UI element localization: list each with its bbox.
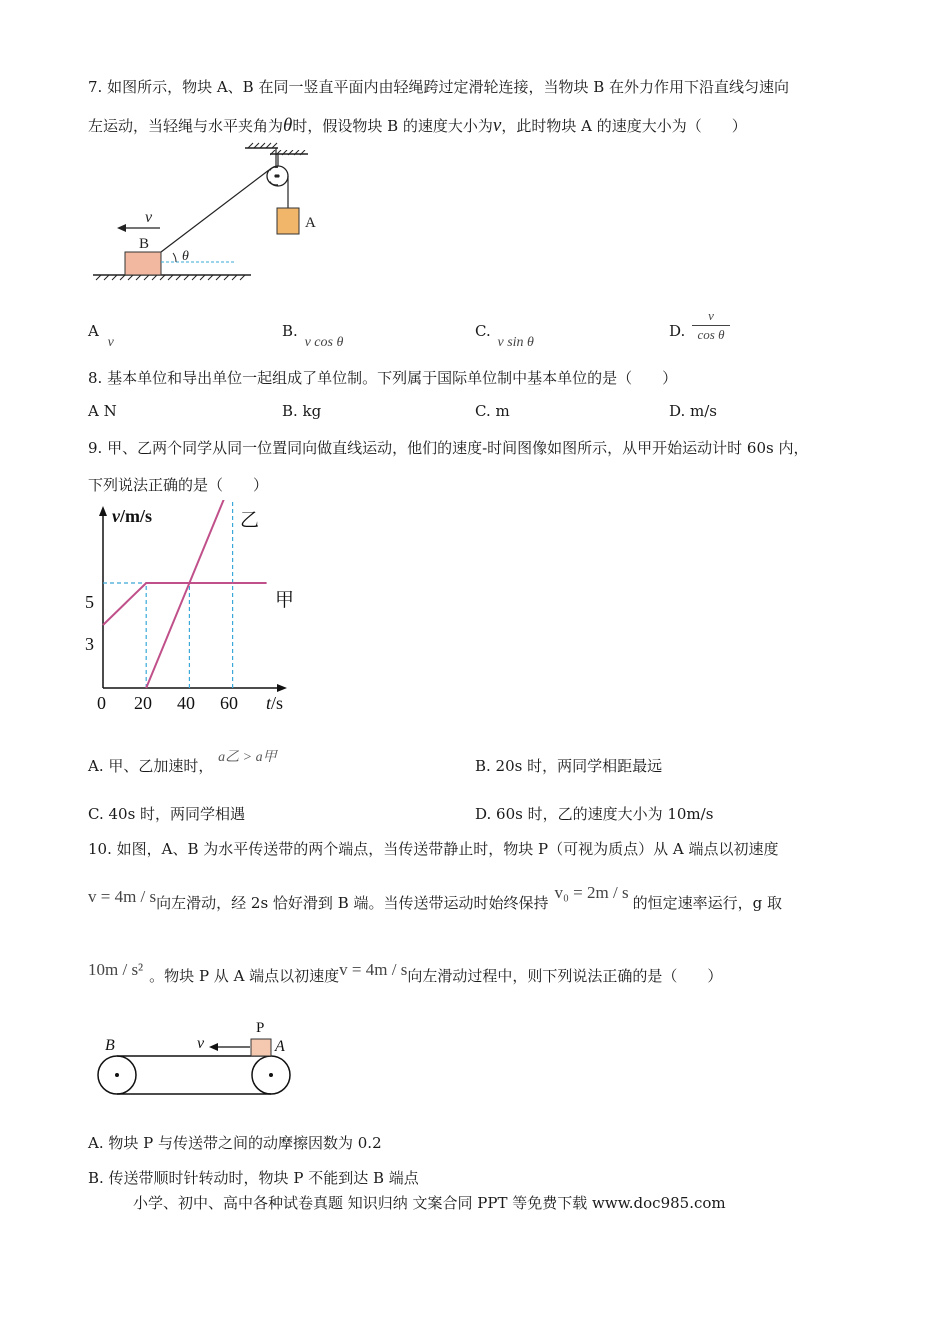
q10-stem-line3-b: 向左滑动过程中，则下列说法正确的是（ ） <box>407 967 723 985</box>
q10-stem-line2 <box>88 883 782 913</box>
q10-stem-line1: 10. 如图，A、B 为水平传送带的两个端点，当传送带静止时，物块 P（可视为质点）从 A 端点以初速度 <box>88 840 779 858</box>
q8-option-b[interactable]: B. kg <box>282 402 322 420</box>
q9-stem-line1: 9. 甲、乙两个同学从同一位置同向做直线运动，他们的速度-时间图像如图所示，从甲开始运动计时 60s 内， <box>88 439 809 457</box>
q9-stem-line2: 下列说法正确的是（ ） <box>88 476 269 494</box>
q9-option-a-expr: a乙 > a甲 <box>218 750 277 765</box>
q7-stem-text-c: ，此时物块 A 的速度大小为（ ） <box>501 117 747 135</box>
q9-series-line-0 <box>103 583 233 625</box>
q10-option-b[interactable]: B. 传送带顺时针转动时，物块 P 不能到达 B 端点 <box>88 1169 419 1187</box>
q7-option-d[interactable] <box>669 322 685 340</box>
q7-pulley-figure-right <box>270 150 330 240</box>
q9-xtick-40: 40 <box>177 693 195 713</box>
q7-stem-line2 <box>88 115 747 137</box>
q9-option-d[interactable]: D. 60s 时，乙的速度大小为 10m/s <box>475 805 714 823</box>
q7-option-a-letter: A <box>88 322 99 340</box>
q7-stem-line1: 7. 如图所示，物块 A、B 在同一竖直平面内由轻绳跨过定滑轮连接，当物块 B 在外力作用下沿直线匀速向 <box>88 78 790 96</box>
q9-option-b[interactable]: B. 20s 时，两同学相距最远 <box>475 757 663 775</box>
q8-option-c[interactable]: C. m <box>475 402 510 420</box>
q10-conveyor-figure <box>90 1015 300 1100</box>
q10-stem-line3-a: 。物块 P 从 A 端点以初速度 <box>149 967 340 985</box>
q7-option-d-fraction <box>692 308 730 343</box>
q7-stem-text-a: 左运动，当轻绳与水平夹角为 <box>88 117 284 135</box>
q7-label-v: v <box>145 209 153 226</box>
q10-block-p <box>251 1039 271 1056</box>
q9-xtick-20: 20 <box>134 693 152 713</box>
q7-theta-symbol: θ <box>283 115 293 136</box>
q10-expr-v-initial: v = 4m / s <box>88 887 157 906</box>
q7-block-a <box>277 208 299 234</box>
q9-series-label-jia: 甲 <box>275 590 295 611</box>
q9-ytick-3: 3 <box>85 634 94 654</box>
page-footer: 小学、初中、高中各种试卷真题 知识归纳 文案合同 PPT 等免费下载 www.doc985.com <box>133 1194 726 1212</box>
q7-option-d-letter: D. <box>669 322 686 340</box>
q7-option-c-letter: C. <box>475 322 491 340</box>
q8-option-a[interactable]: A N <box>88 402 117 420</box>
q9-series-label-yi: 乙 <box>240 510 260 531</box>
q9-vt-chart <box>80 500 310 720</box>
q10-expr-v-again: v = 4m / s <box>339 960 408 979</box>
q10-label-a: A <box>275 1038 285 1055</box>
q9-ylabel: v/m/s <box>112 506 153 526</box>
q10-expr-v0: v₀ = 2m / s <box>554 883 629 902</box>
q10-label-p: P <box>256 1020 265 1036</box>
q7-option-c[interactable] <box>475 322 534 350</box>
q10-stem-line2-b: 的恒定速率运行，g 取 <box>632 894 782 912</box>
q9-xtick-0: 0 <box>97 693 106 713</box>
q9-xtick-60: 60 <box>220 693 238 713</box>
q7-option-a[interactable] <box>88 322 114 350</box>
q9-ytick-5: 5 <box>85 592 94 612</box>
q7-option-d-numerator: v <box>708 308 714 323</box>
q10-expr-g: 10m / s² <box>88 960 144 979</box>
q9-xlabel: t/s <box>266 693 284 713</box>
q9-option-a-text: A. 甲、乙加速时， <box>88 757 214 775</box>
q7-option-b-expr: v cos θ <box>304 335 344 350</box>
q7-option-a-expr: v <box>107 335 114 350</box>
q9-option-a[interactable] <box>88 750 277 776</box>
q7-v-symbol: v <box>492 115 502 136</box>
q7-pulley-figure <box>88 142 278 287</box>
q10-velocity-arrow <box>209 1043 218 1051</box>
q10-label-b: B <box>105 1037 115 1054</box>
q8-stem: 8. 基本单位和导出单位一起组成了单位制。下列属于国际单位制中基本单位的是（ ） <box>88 369 678 387</box>
q7-block-b <box>125 252 161 275</box>
q7-stem-text-b: 时，假设物块 B 的速度大小为 <box>292 117 493 135</box>
q10-label-v: v <box>197 1035 205 1052</box>
q8-option-d[interactable]: D. m/s <box>669 402 718 420</box>
q7-velocity-arrow <box>117 224 126 232</box>
q7-label-b: B <box>139 236 150 252</box>
q7-label-a: A <box>305 215 316 231</box>
q7-option-c-expr: v sin θ <box>497 335 534 350</box>
q10-option-a[interactable]: A. 物块 P 与传送带之间的动摩擦因数为 0.2 <box>88 1134 382 1152</box>
q7-option-b-letter: B. <box>282 322 298 340</box>
q9-option-c[interactable]: C. 40s 时，两同学相遇 <box>88 805 246 823</box>
q7-option-b[interactable] <box>282 322 344 350</box>
q7-label-theta: θ <box>182 249 189 264</box>
q10-stem-line3 <box>88 960 723 986</box>
q7-option-d-denominator: cos θ <box>697 327 725 342</box>
q10-stem-line2-a: 向左滑动，经 2s 恰好滑到 B 端。当传送带运动时始终保持 <box>156 894 549 912</box>
